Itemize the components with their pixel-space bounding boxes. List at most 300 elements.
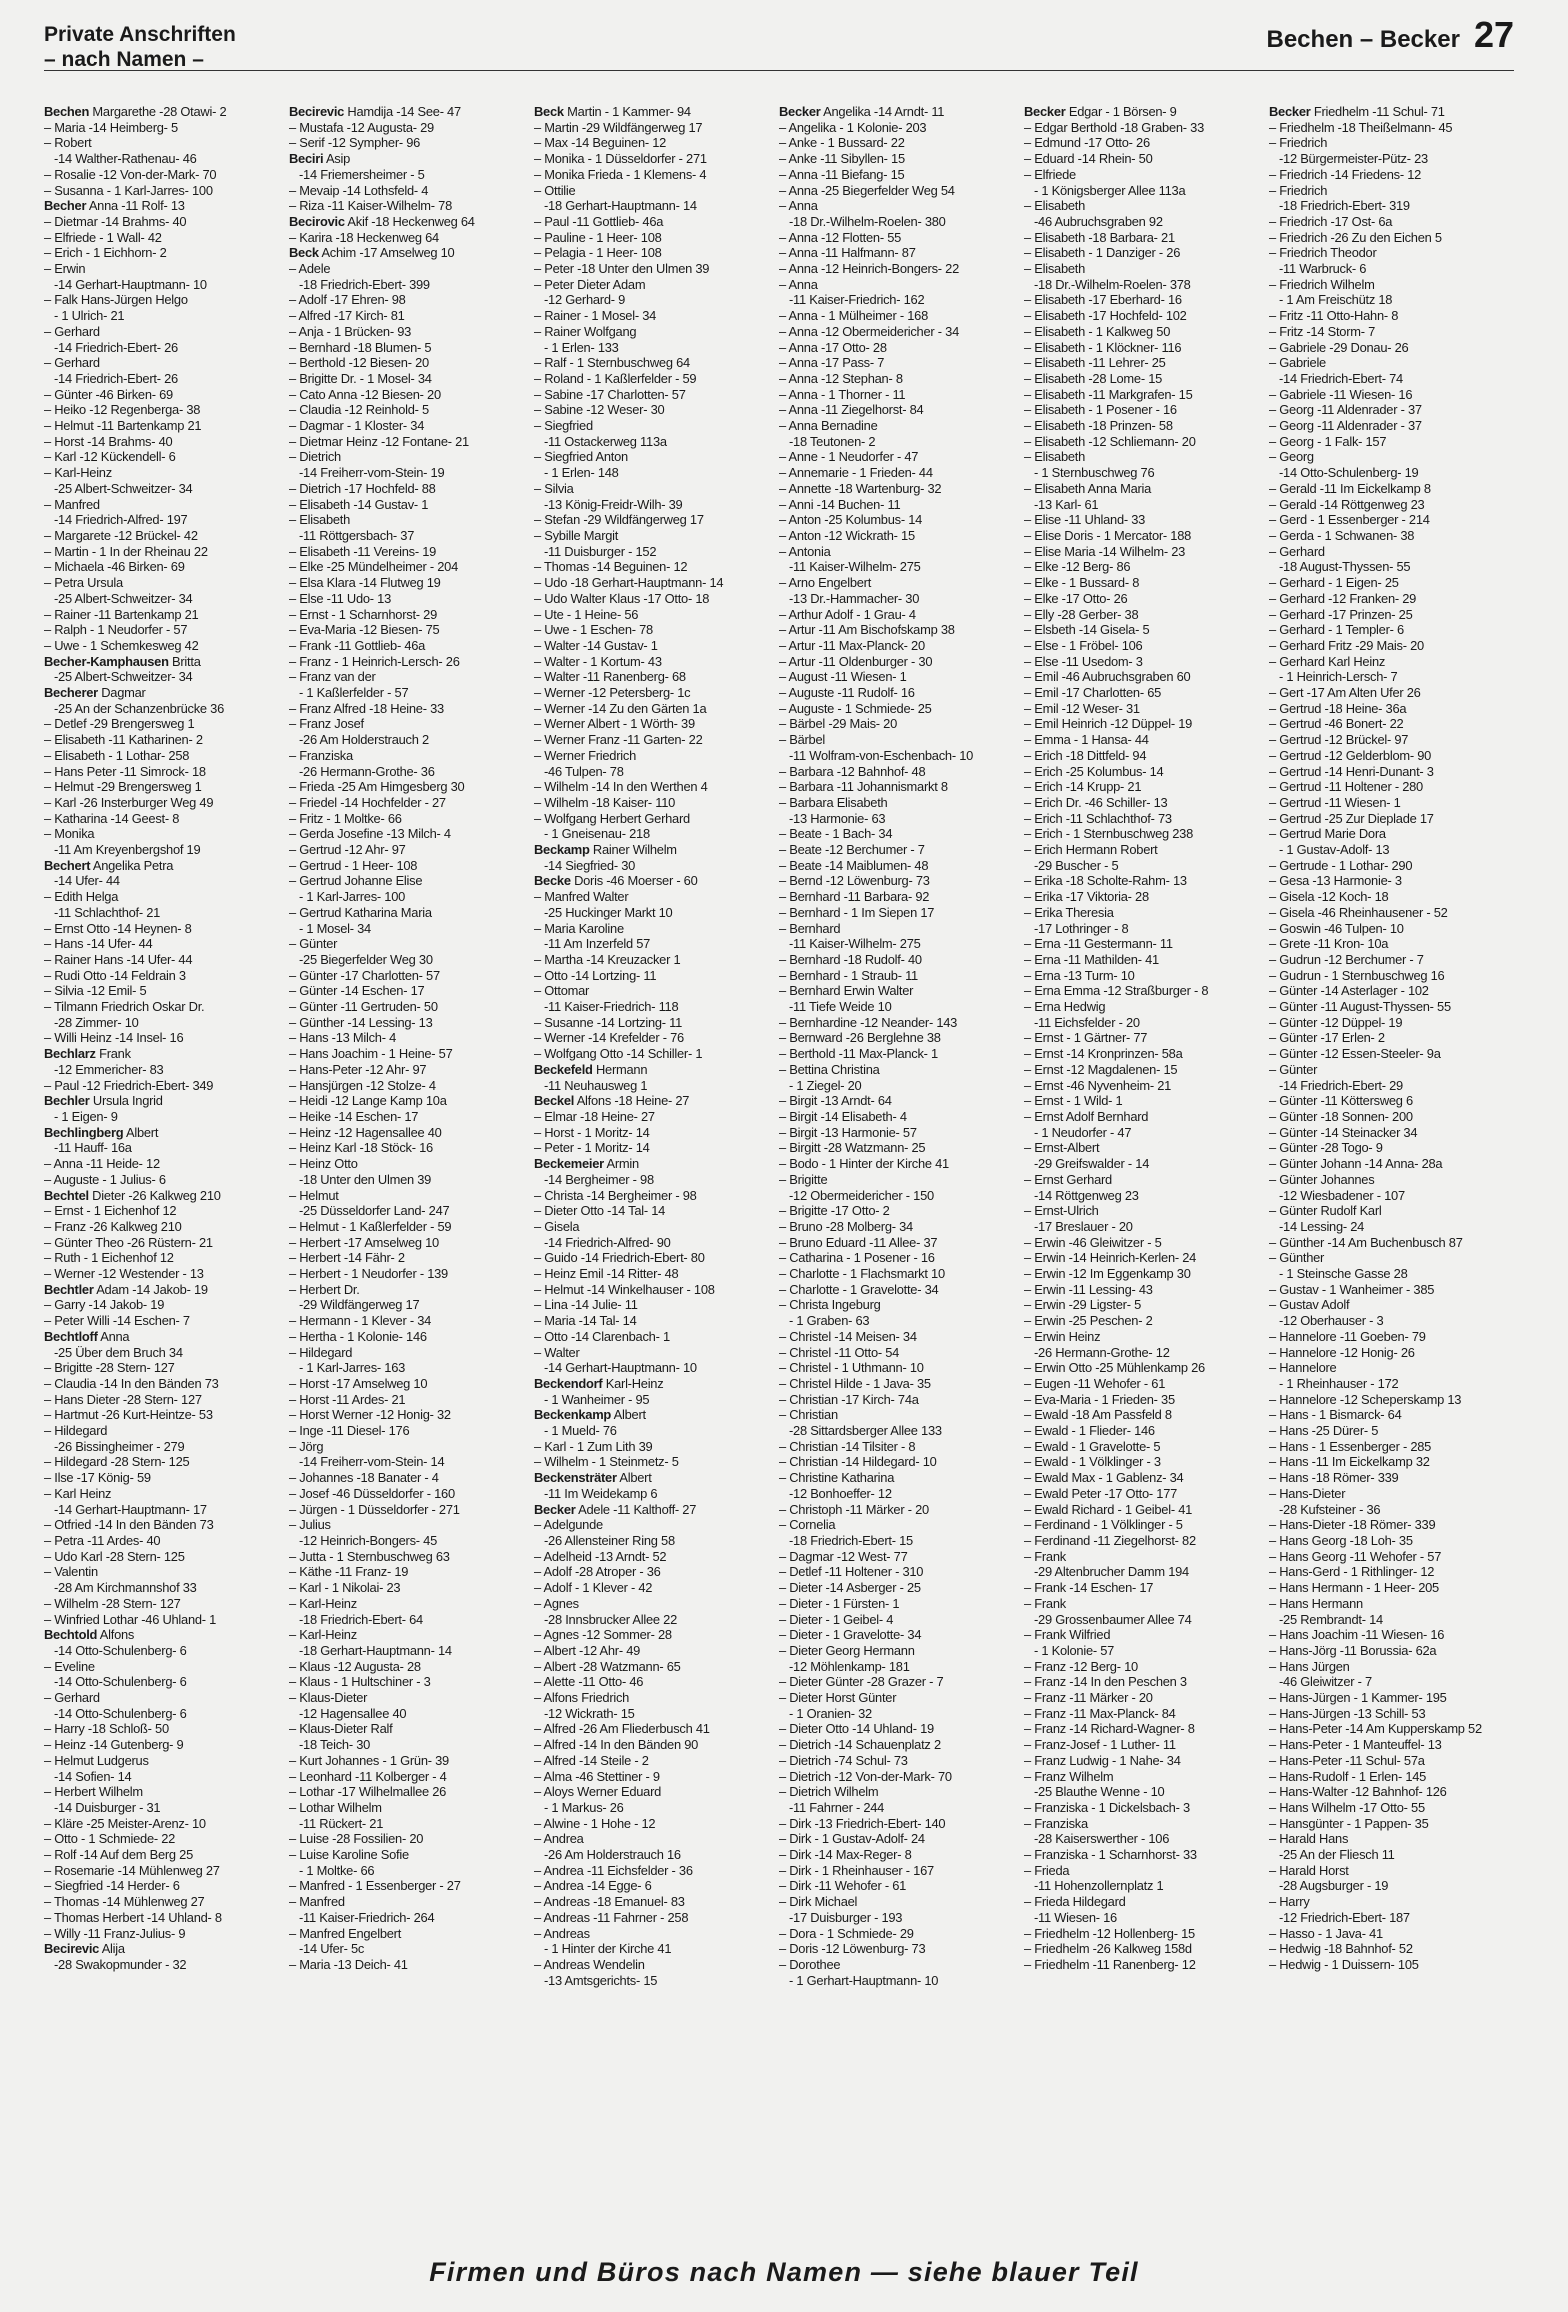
directory-entry-line: -18 Teich- 30 — [299, 1737, 371, 1753]
directory-entry-line: – Kläre -25 Meister-Arenz- 10 — [44, 1815, 206, 1831]
directory-entry-line: – Dieter Otto -14 Tal- 14 — [534, 1203, 666, 1219]
directory-entry-line: – Grete -11 Kron- 10a — [1269, 936, 1389, 952]
directory-entry-line: – Friedrich — [1269, 135, 1328, 151]
directory-entry-line: – Dieter - 1 Geibel- 4 — [779, 1611, 894, 1627]
directory-entry-line: – Bernward -26 Berglehne 38 — [779, 1030, 941, 1046]
directory-entry-line: – Luise Karoline Sofie — [289, 1847, 409, 1863]
directory-entry-line: – Gertrude - 1 Lothar- 290 — [1269, 857, 1413, 873]
directory-entry-line: – Günter -28 Togo- 9 — [1269, 1140, 1383, 1156]
directory-entry-line: – Günter -11 Köttersweg 6 — [1269, 1093, 1413, 1109]
directory-entry-line: – Friedrich — [1269, 182, 1328, 198]
directory-entry-line: – Heiko -12 Regenberga- 38 — [44, 402, 201, 418]
directory-entry-line: – Mustafa -12 Augusta- 29 — [289, 119, 434, 135]
directory-entry-line: – Dagmar - 1 Kloster- 34 — [289, 418, 425, 434]
directory-entry-line: – Anna Bernadine — [779, 418, 878, 434]
directory-entry-line: Beckenkamp Albert — [534, 1407, 646, 1423]
directory-entry-line: – Wilhelm - 1 Steinmetz- 5 — [534, 1454, 679, 1470]
directory-entry-line: – Erna -11 Mathilden- 41 — [1024, 951, 1159, 967]
directory-entry-line: – Friedrich -17 Ost- 6a — [1269, 213, 1393, 229]
directory-entry-line: – Hans-Peter -14 Am Kupperskamp 52 — [1269, 1721, 1482, 1737]
directory-entry-line: -29 Grossenbaumer Allee 74 — [1034, 1611, 1192, 1627]
directory-entry-line: Bechlarz Frank — [44, 1046, 131, 1062]
directory-entry-line: – Ernst-Ulrich — [1024, 1203, 1099, 1219]
directory-entry-line: -14 Ufer- 5c — [299, 1941, 365, 1957]
directory-entry-line: – Friedhelm -26 Kalkweg 158d — [1024, 1941, 1192, 1957]
directory-entry-line: -14 Sofien- 14 — [54, 1768, 132, 1784]
directory-entry-line: – Bernhard - 1 Im Siepen 17 — [779, 904, 935, 920]
directory-entry-line: – Dietrich -17 Hochfeld- 88 — [289, 480, 436, 496]
directory-entry-line: – Alfred -14 In den Bänden 90 — [534, 1737, 699, 1753]
directory-entry-line: – Friedrich -14 Friedens- 12 — [1269, 166, 1422, 182]
directory-entry-line: – Anna — [779, 198, 818, 214]
directory-entry-line: -29 Wildfängerweg 17 — [299, 1297, 420, 1313]
directory-entry-line: – Rosemarie -14 Mühlenweg 27 — [44, 1862, 220, 1878]
directory-entry-line: – Anna -17 Pass- 7 — [779, 355, 885, 371]
directory-entry-line: – Lina -14 Julie- 11 — [534, 1297, 638, 1313]
directory-entry-line: – Ewald -18 Am Passfeld 8 — [1024, 1407, 1172, 1423]
directory-entry-line: – Friedhelm -12 Hollenberg- 15 — [1024, 1925, 1195, 1941]
directory-entry-line: – Gerhard - 1 Templer- 6 — [1269, 622, 1404, 638]
directory-entry-line: – Gerda - 1 Schwanen- 38 — [1269, 527, 1415, 543]
directory-entry-line: – Martha -14 Kreuzacker 1 — [534, 951, 681, 967]
directory-entry-line: – Gerhard -17 Prinzen- 25 — [1269, 606, 1413, 622]
directory-entry-line: -26 Allensteiner Ring 58 — [544, 1532, 675, 1548]
directory-entry-line: -28 Kufsteiner - 36 — [1279, 1501, 1381, 1517]
directory-entry-line: – Christian — [779, 1407, 838, 1423]
directory-entry-line: – Ralf - 1 Sternbuschweg 64 — [534, 355, 690, 371]
directory-entry-line: -25 Albert-Schweitzer- 34 — [54, 669, 193, 685]
directory-entry-line: – Harry — [1269, 1894, 1310, 1910]
directory-entry-line: – Artur -11 Oldenburger - 30 — [779, 653, 933, 669]
directory-entry-line: – Anna -11 Ziegelhorst- 84 — [779, 402, 924, 418]
directory-entry-line: – Hans-Peter -11 Schul- 57a — [1269, 1752, 1425, 1768]
directory-entry-line: – Harry -18 Schloß- 50 — [44, 1721, 169, 1737]
directory-entry-line: - 1 Ulrich- 21 — [54, 308, 125, 324]
directory-entry-line: – Udo -18 Gerhart-Hauptmann- 14 — [534, 575, 724, 591]
directory-entry-line: – Sabine -12 Weser- 30 — [534, 402, 665, 418]
directory-entry-line: – Riza -11 Kaiser-Wilhelm- 78 — [289, 198, 453, 214]
page-header-left — [44, 22, 236, 72]
directory-entry-line: Becirovic Akif -18 Heckenweg 64 — [289, 213, 475, 229]
directory-entry-line: – Anna -11 Heide- 12 — [44, 1156, 160, 1172]
directory-entry-line: – Ewald Peter -17 Otto- 177 — [1024, 1485, 1178, 1501]
directory-entry-line: – Valentin — [44, 1564, 98, 1580]
directory-entry-line: – Hans -11 Im Eickelkamp 32 — [1269, 1454, 1430, 1470]
directory-entry-line: -25 Albert-Schweitzer- 34 — [54, 590, 193, 606]
directory-entry-line: -14 Friedrich-Ebert- 26 — [54, 339, 178, 355]
directory-entry-line: – Adolf - 1 Klever - 42 — [534, 1580, 653, 1596]
directory-entry-line: – Udo Walter Klaus -17 Otto- 18 — [534, 590, 710, 606]
directory-entry-line: -11 Kaiser-Wilhelm- 275 — [789, 936, 921, 952]
directory-entry-line: – Maria -14 Tal- 14 — [534, 1313, 637, 1329]
directory-entry-line: – Elmar -18 Heine- 27 — [534, 1109, 655, 1124]
directory-entry-line: – Hans Wilhelm -17 Otto- 55 — [1269, 1799, 1425, 1815]
directory-entry-line: – Elfriede — [1024, 166, 1076, 182]
directory-entry-line: – Brigitte -17 Otto- 2 — [779, 1203, 890, 1219]
directory-entry-line: – Franz - 1 Heinrich-Lersch- 26 — [289, 653, 460, 669]
directory-entry-line: – Barbara Elisabeth — [779, 794, 888, 810]
directory-entry-line: – Frank — [1024, 1548, 1066, 1564]
directory-entry-line: – Dirk Michael — [779, 1894, 858, 1910]
directory-entry-line: Becirevic Alija — [44, 1941, 125, 1957]
directory-entry-line: – Rosalie -12 Von-der-Mark- 70 — [44, 166, 217, 182]
directory-entry-line: – Willi Heinz -14 Insel- 16 — [44, 1030, 184, 1046]
header-rule — [44, 70, 1514, 71]
directory-entry-line: - 1 Ziegel- 20 — [789, 1077, 862, 1093]
directory-entry-line: – Gerhard Karl Heinz — [1269, 653, 1386, 669]
directory-entry-line: – Falk Hans-Jürgen Helgo — [44, 292, 188, 308]
directory-entry-line: – Hannelore -11 Goeben- 79 — [1269, 1328, 1426, 1344]
directory-entry-line: – Rainer Wolfgang — [534, 323, 637, 339]
directory-entry-line: - 1 Mueld- 76 — [544, 1423, 617, 1439]
directory-entry-line: – Gerhard — [44, 323, 100, 339]
directory-entry-line: – Franz Ludwig - 1 Nahe- 34 — [1024, 1752, 1181, 1768]
directory-entry-line: – Wolfgang Otto -14 Schiller- 1 — [534, 1046, 703, 1062]
directory-entry-line: - 1 Heinrich-Lersch- 7 — [1279, 669, 1398, 685]
directory-entry-line: – Anna -12 Flotten- 55 — [779, 229, 902, 245]
directory-entry-line: Beckemeier Armin — [534, 1156, 639, 1172]
directory-entry-line: – Günter Johann -14 Anna- 28a — [1269, 1156, 1443, 1172]
directory-entry-line: – Gertrud -11 Wiesen- 1 — [1269, 794, 1401, 810]
directory-entry-line: – Paul -11 Gottlieb- 46a — [534, 213, 664, 229]
directory-entry-line: – Manfred — [44, 496, 100, 512]
directory-entry-line: – Martin - 1 In der Rheinau 22 — [44, 543, 208, 559]
directory-entry-line: - 1 Am Freischütz 18 — [1279, 292, 1393, 308]
directory-entry-line: – Ernst Adolf Bernhard — [1024, 1109, 1149, 1124]
directory-entry-line: – Franz -11 Max-Planck- 84 — [1024, 1705, 1176, 1721]
directory-entry-line: – Annette -18 Wartenburg- 32 — [779, 480, 942, 496]
directory-entry-line: – Arthur Adolf - 1 Grau- 4 — [779, 606, 916, 622]
directory-entry-line: – Adele — [289, 261, 331, 277]
directory-entry-line: -12 Hagensallee 40 — [299, 1705, 407, 1721]
directory-entry-line: – Wilhelm -28 Stern- 127 — [44, 1595, 181, 1611]
directory-entry-line: Becker Edgar - 1 Börsen- 9 — [1024, 104, 1177, 119]
directory-entry-line: – Heinz Karl -18 Stöck- 16 — [289, 1140, 433, 1156]
directory-entry-line: -14 Otto-Schulenberg- 6 — [54, 1642, 187, 1658]
directory-entry-line: Bechtold Alfons — [44, 1627, 135, 1643]
directory-entry-line: -11 Ostackerweg 113a — [544, 433, 667, 449]
directory-entry-line: – Frieda — [1024, 1862, 1070, 1878]
directory-entry-line: -11 Am Inzerfeld 57 — [544, 936, 651, 952]
directory-entry-line: Beckendorf Karl-Heinz — [534, 1375, 664, 1391]
directory-entry-line: – Robert — [44, 135, 92, 151]
directory-entry-line: -11 Röttgersbach- 37 — [299, 527, 415, 543]
directory-entry-line: Becher Anna -11 Rolf- 13 — [44, 198, 185, 214]
directory-entry-line: – Hans - 1 Bismarck- 64 — [1269, 1407, 1402, 1423]
directory-entry-line: – Günter -18 Sonnen- 200 — [1269, 1109, 1413, 1124]
directory-entry-line: -12 Bonhoeffer- 12 — [789, 1485, 892, 1501]
directory-column-3 — [534, 104, 779, 2234]
directory-entry-line: – Claudia -14 In den Bänden 73 — [44, 1375, 219, 1391]
directory-entry-line: – Gerd - 1 Essenberger - 214 — [1269, 512, 1430, 528]
directory-entry-line: -28 Sittardsberger Allee 133 — [789, 1423, 942, 1439]
directory-entry-line: – Michaela -46 Birken- 69 — [44, 559, 185, 575]
directory-entry-line: – Dietrich -12 Von-der-Mark- 70 — [779, 1768, 952, 1784]
directory-entry-line: – Hasso - 1 Java- 41 — [1269, 1925, 1383, 1941]
directory-entry-line: -14 Friedrich-Alfred- 197 — [54, 512, 188, 528]
directory-entry-line: – Hannelore — [1269, 1360, 1337, 1376]
directory-entry-line: Beckamp Rainer Wilhelm — [534, 842, 677, 858]
directory-entry-line: – Alfred -26 Am Fliederbusch 41 — [534, 1721, 710, 1737]
directory-entry-line: – Agnes — [534, 1595, 579, 1611]
directory-entry-line: -28 Kaiserswerther - 106 — [1034, 1831, 1170, 1847]
directory-entry-line: – Ernst -14 Kronprinzen- 58a — [1024, 1046, 1183, 1062]
directory-entry-line: – Elisabeth - 1 Kalkweg 50 — [1024, 323, 1171, 339]
directory-entry-line: – Roland - 1 Kaßlerfelder - 59 — [534, 370, 697, 386]
directory-entry-line: – Wilhelm -18 Kaiser- 110 — [534, 794, 676, 810]
directory-entry-line: – Elsa Klara -14 Flutweg 19 — [289, 575, 441, 591]
directory-entry-line: – Elke -17 Otto- 26 — [1024, 590, 1128, 606]
directory-entry-line: – Eva-Maria -12 Biesen- 75 — [289, 622, 440, 638]
directory-entry-line: - 1 Wanheimer - 95 — [544, 1391, 650, 1407]
directory-entry-line: – Eva-Maria - 1 Frieden- 35 — [1024, 1391, 1175, 1407]
directory-entry-line: Bechtel Dieter -26 Kalkweg 210 — [44, 1187, 221, 1203]
directory-entry-line: – Günter -12 Essen-Steeler- 9a — [1269, 1046, 1441, 1062]
directory-entry-line: – Willy -11 Franz-Julius- 9 — [44, 1925, 186, 1941]
directory-entry-line: – Birgitt -28 Watzmann- 25 — [779, 1140, 926, 1156]
directory-entry-line: – Franziska - 1 Dickelsbach- 3 — [1024, 1799, 1190, 1815]
directory-entry-line: – Elfriede - 1 Wall- 42 — [44, 229, 162, 245]
directory-entry-line: -11 Hohenzollernplatz 1 — [1034, 1878, 1164, 1894]
directory-entry-line: – Rolf -14 Auf dem Berg 25 — [44, 1847, 193, 1863]
directory-entry-line: -14 Friedrich-Alfred- 90 — [544, 1234, 671, 1250]
directory-entry-line: Becher-Kamphausen Britta — [44, 653, 201, 669]
directory-entry-line: – Gabriele -11 Wiesen- 16 — [1269, 386, 1413, 402]
directory-entry-line: - 1 Gerhart-Hauptmann- 10 — [789, 1972, 939, 1988]
directory-entry-line: – Peter - 1 Moritz- 14 — [534, 1140, 650, 1156]
directory-entry-line: – Erwin — [44, 261, 86, 277]
directory-entry-line: Bechtler Adam -14 Jakob- 19 — [44, 1281, 208, 1297]
directory-entry-line: -28 Innsbrucker Allee 22 — [544, 1611, 678, 1627]
directory-entry-line: – Helmut — [289, 1187, 339, 1203]
directory-entry-line: – Maria Karoline — [534, 920, 624, 936]
directory-entry-line: – Ewald - 1 Gravelotte- 5 — [1024, 1438, 1161, 1454]
directory-entry-line: -18 Unter den Ulmen 39 — [299, 1171, 432, 1187]
directory-entry-line: – Serif -12 Sympher- 96 — [289, 135, 421, 151]
directory-entry-line: – Andreas -11 Fahrner - 258 — [534, 1909, 689, 1925]
directory-entry-line: -11 Im Weidekamp 6 — [544, 1485, 658, 1501]
directory-entry-line: – Helmut -29 Brengersweg 1 — [44, 779, 202, 795]
directory-entry-line: – Günter Johannes — [1269, 1171, 1375, 1187]
directory-entry-line: – Harald Horst — [1269, 1862, 1349, 1878]
directory-entry-line: – Pelagia - 1 Heer- 108 — [534, 245, 662, 261]
directory-entry-line: -25 Blauthe Wenne - 10 — [1034, 1784, 1165, 1800]
directory-entry-line: – Franz -12 Berg- 10 — [1024, 1658, 1138, 1674]
directory-entry-line: - 1 Oranien- 32 — [789, 1705, 872, 1721]
directory-entry-line: -14 Freiherr-vom-Stein- 19 — [299, 465, 445, 481]
directory-entry-line: – Bernhard Erwin Walter — [779, 983, 914, 999]
directory-entry-line: – Christel -14 Meisen- 34 — [779, 1328, 917, 1344]
directory-entry-line: – Herbert Wilhelm — [44, 1784, 143, 1800]
directory-entry-line: – Hannelore -12 Scheperskamp 13 — [1269, 1391, 1462, 1407]
directory-entry-line: – Karira -18 Heckenweg 64 — [289, 229, 439, 245]
directory-entry-line: – Albert -12 Ahr- 49 — [534, 1642, 641, 1658]
directory-entry-line: – Edmund -17 Otto- 26 — [1024, 135, 1150, 151]
directory-entry-line: – Sybille Margit — [534, 527, 619, 543]
directory-entry-line: -14 Friedrich-Ebert- 26 — [54, 370, 178, 386]
directory-entry-line: – Winfried Lothar -46 Uhland- 1 — [44, 1611, 217, 1627]
directory-entry-line: – Ernst - 1 Scharnhorst- 29 — [289, 606, 438, 622]
directory-entry-line: – Gudrun -12 Berchumer - 7 — [1269, 951, 1424, 967]
directory-entry-line: – Emil -12 Weser- 31 — [1024, 700, 1140, 716]
directory-entry-line: - 1 Gustav-Adolf- 13 — [1279, 842, 1390, 858]
directory-entry-line: – Günter -17 Erlen- 2 — [1269, 1030, 1385, 1046]
directory-entry-line: – Erna Hedwig — [1024, 999, 1106, 1015]
directory-entry-line: – Gerhard — [1269, 543, 1325, 559]
directory-entry-line: – Barbara -11 Johannismarkt 8 — [779, 779, 948, 795]
directory-entry-line: -18 Friedrich-Ebert- 15 — [789, 1532, 913, 1548]
directory-entry-line: -26 Am Holderstrauch 16 — [544, 1847, 681, 1863]
directory-entry-line: – Auguste -11 Rudolf- 16 — [779, 685, 915, 701]
directory-entry-line: – Ferdinand - 1 Völklinger - 5 — [1024, 1517, 1183, 1533]
directory-entry-line: – Susanna - 1 Karl-Jarres- 100 — [44, 182, 213, 198]
directory-entry-line: -11 Wolfram-von-Eschenbach- 10 — [789, 747, 974, 763]
directory-entry-line: – Hansjürgen -12 Stolze- 4 — [289, 1077, 436, 1093]
directory-entry-line: – Rainer Hans -14 Ufer- 44 — [44, 951, 193, 967]
directory-entry-line: – Gert -17 Am Alten Ufer 26 — [1269, 685, 1421, 701]
directory-entry-line: – Gertrud -25 Zur Dieplade 17 — [1269, 810, 1434, 826]
directory-entry-line: - 1 Graben- 63 — [789, 1313, 870, 1329]
directory-entry-line: - 1 Rheinhauser - 172 — [1279, 1375, 1399, 1391]
directory-entry-line: – Kurt Johannes - 1 Grün- 39 — [289, 1752, 449, 1768]
directory-entry-line: – Werner -12 Westender - 13 — [44, 1266, 204, 1282]
directory-entry-line: – Erna Emma -12 Straßburger - 8 — [1024, 983, 1209, 999]
directory-entry-line: -14 Duisburger - 31 — [54, 1799, 161, 1815]
directory-entry-line: – Bernd -12 Löwenburg- 73 — [779, 873, 930, 889]
directory-entry-line: – Karl -12 Kückendell- 6 — [44, 449, 176, 465]
directory-entry-line: - 1 Kolonie- 57 — [1034, 1642, 1115, 1658]
directory-entry-line: – Anton -12 Wickrath- 15 — [779, 527, 915, 543]
directory-entry-line: – Georg -11 Aldenrader - 37 — [1269, 418, 1422, 434]
directory-entry-line: – Lothar Wilhelm — [289, 1799, 382, 1815]
directory-entry-line: – Erwin -25 Peschen- 2 — [1024, 1313, 1153, 1329]
directory-entry-line: – Anton -25 Kolumbus- 14 — [779, 512, 923, 528]
directory-entry-line: – Elisabeth -11 Vereins- 19 — [289, 543, 437, 559]
directory-entry-line: – Christoph -11 Märker - 20 — [779, 1501, 929, 1517]
directory-entry-line: – Käthe -11 Franz- 19 — [289, 1564, 409, 1580]
directory-entry-line: – Gerald -14 Röttgenweg 23 — [1269, 496, 1425, 512]
directory-entry-line: -11 Neuhausweg 1 — [544, 1077, 648, 1093]
directory-entry-line: – Bärbel — [779, 732, 826, 748]
directory-entry-line: – Brigitte — [779, 1171, 828, 1187]
directory-entry-line: -11 Tiefe Weide 10 — [789, 999, 892, 1015]
directory-entry-line: – Franziska — [289, 747, 353, 763]
directory-entry-line: – Friedrich -26 Zu den Eichen 5 — [1269, 229, 1442, 245]
directory-entry-line: – Horst -17 Amselweg 10 — [289, 1375, 428, 1391]
directory-entry-line: – Heike -14 Eschen- 17 — [289, 1109, 419, 1124]
directory-entry-line: – Dietmar Heinz -12 Fontane- 21 — [289, 433, 469, 449]
directory-entry-line: – Friedel -14 Hochfelder - 27 — [289, 794, 446, 810]
directory-entry-line: – Heinz -12 Hagensallee 40 — [289, 1124, 442, 1140]
directory-entry-line: – Herbert - 1 Neudorfer - 139 — [289, 1266, 448, 1282]
directory-entry-line: – Emil Heinrich -12 Düppel- 19 — [1024, 716, 1193, 732]
directory-entry-line: -29 Altenbrucher Damm 194 — [1034, 1564, 1189, 1580]
directory-columns — [44, 104, 1514, 2234]
directory-entry-line: – Franz van der — [289, 669, 376, 685]
directory-entry-line: – Margarete -12 Brückel- 42 — [44, 527, 198, 543]
directory-entry-line: – Günter -46 Birken- 69 — [44, 386, 173, 402]
directory-entry-line: – Tilmann Friedrich Oskar Dr. — [44, 999, 205, 1015]
directory-entry-line: – Anna -12 Obermeidericher - 34 — [779, 323, 959, 339]
directory-entry-line: – Gesa -13 Harmonie- 3 — [1269, 873, 1402, 889]
directory-entry-line: – Christel -11 Otto- 54 — [779, 1344, 900, 1360]
directory-entry-line: – Hans Georg -11 Wehofer - 57 — [1269, 1548, 1442, 1564]
directory-entry-line: – Manfred — [289, 1894, 345, 1910]
directory-entry-line: – Hans Peter -11 Simrock- 18 — [44, 763, 206, 779]
directory-entry-line: – Helmut -14 Winkelhauser - 108 — [534, 1281, 715, 1297]
directory-entry-line: -12 Wickrath- 15 — [544, 1705, 635, 1721]
directory-entry-line: -18 Friedrich-Ebert- 64 — [299, 1611, 423, 1627]
directory-entry-line: -11 Fahrner - 244 — [789, 1799, 885, 1815]
directory-entry-line: -14 Walther-Rathenau- 46 — [54, 151, 197, 167]
directory-entry-line: -18 Dr.-Wilhelm-Roelen- 378 — [1034, 276, 1191, 292]
directory-entry-line: – Adelgunde — [534, 1517, 603, 1533]
directory-entry-line: – Petra Ursula — [44, 575, 123, 591]
directory-entry-line: -25 Huckinger Markt 10 — [544, 904, 673, 920]
directory-entry-line: – Elisabeth Anna Maria — [1024, 480, 1152, 496]
directory-entry-line: – Ruth - 1 Eichenhof 12 — [44, 1250, 174, 1266]
directory-entry-line: Beckensträter Albert — [534, 1470, 652, 1486]
directory-entry-line: – Frank -14 Eschen- 17 — [1024, 1580, 1154, 1596]
directory-entry-line: -14 Röttgenweg 23 — [1034, 1187, 1139, 1203]
directory-entry-line: – Georg — [1269, 449, 1314, 465]
directory-entry-line: – Günther -14 Lessing- 13 — [289, 1014, 433, 1030]
directory-entry-line: – Bruno Eduard -11 Allee- 37 — [779, 1234, 938, 1250]
directory-entry-line: – Emil -17 Charlotten- 65 — [1024, 685, 1162, 701]
directory-entry-line: – Günter — [1269, 1061, 1318, 1077]
directory-entry-line: – Dietrich -14 Schauenplatz 2 — [779, 1737, 941, 1753]
directory-entry-line: – Anni -14 Buchen- 11 — [779, 496, 901, 512]
directory-entry-line: – Anne - 1 Neudorfer - 47 — [779, 449, 919, 465]
directory-entry-line: – Werner Albert - 1 Wörth- 39 — [534, 716, 695, 732]
directory-entry-line: – Frank -11 Gottlieb- 46a — [289, 637, 426, 653]
directory-entry-line: – Anja - 1 Brücken- 93 — [289, 323, 412, 339]
directory-entry-line: – Christian -17 Kirch- 74a — [779, 1391, 919, 1407]
directory-entry-line: – Beate - 1 Bach- 34 — [779, 826, 893, 842]
directory-entry-line: Becke Doris -46 Moerser - 60 — [534, 873, 698, 889]
directory-entry-line: – Petra -11 Ardes- 40 — [44, 1532, 161, 1548]
directory-entry-line: – Erwin -46 Gleiwitzer - 5 — [1024, 1234, 1162, 1250]
directory-entry-line: – Rudi Otto -14 Feldrain 3 — [44, 967, 186, 983]
directory-entry-line: – Siegfried -14 Herder- 6 — [44, 1878, 180, 1894]
directory-entry-line: – Jutta - 1 Sternbuschweg 63 — [289, 1548, 450, 1564]
directory-entry-line: – Mevaip -14 Lothsfeld- 4 — [289, 182, 429, 198]
directory-entry-line: – Günter — [289, 936, 338, 952]
directory-entry-line: – Ernst Gerhard — [1024, 1171, 1112, 1187]
directory-column-5 — [1024, 104, 1269, 2234]
directory-entry-line: – Elisabeth -18 Barbara- 21 — [1024, 229, 1175, 245]
directory-entry-line: -28 Augsburger - 19 — [1279, 1878, 1389, 1894]
directory-entry-line: – Dietrich Wilhelm — [779, 1784, 879, 1800]
directory-entry-line: – Monika — [44, 826, 95, 842]
directory-entry-line: Beckefeld Hermann — [534, 1061, 648, 1077]
directory-entry-line: – Doris -12 Löwenburg- 73 — [779, 1941, 926, 1957]
directory-entry-line: -29 Buscher - 5 — [1034, 857, 1119, 873]
directory-entry-line: – Paul -12 Friedrich-Ebert- 349 — [44, 1077, 214, 1093]
directory-entry-line: – Franz -11 Märker - 20 — [1024, 1690, 1153, 1706]
directory-entry-line: – Erich Dr. -46 Schiller- 13 — [1024, 794, 1168, 810]
directory-entry-line: -14 Lessing- 24 — [1279, 1218, 1365, 1234]
directory-entry-line: – Werner Franz -11 Garten- 22 — [534, 732, 703, 748]
directory-entry-line: – Elisabeth - 1 Danziger - 26 — [1024, 245, 1181, 261]
directory-entry-line: – Heinz Otto — [289, 1156, 358, 1172]
directory-entry-line: – Eduard -14 Rhein- 50 — [1024, 151, 1153, 167]
directory-entry-line: – Gabriele -29 Donau- 26 — [1269, 339, 1409, 355]
directory-entry-line: - 1 Karl-Jarres- 100 — [299, 889, 406, 905]
header-title: Private Anschriften — [44, 23, 236, 46]
directory-entry-line: – Alfons Friedrich — [534, 1690, 630, 1706]
directory-entry-line: – Hans -13 Milch- 4 — [289, 1030, 397, 1046]
